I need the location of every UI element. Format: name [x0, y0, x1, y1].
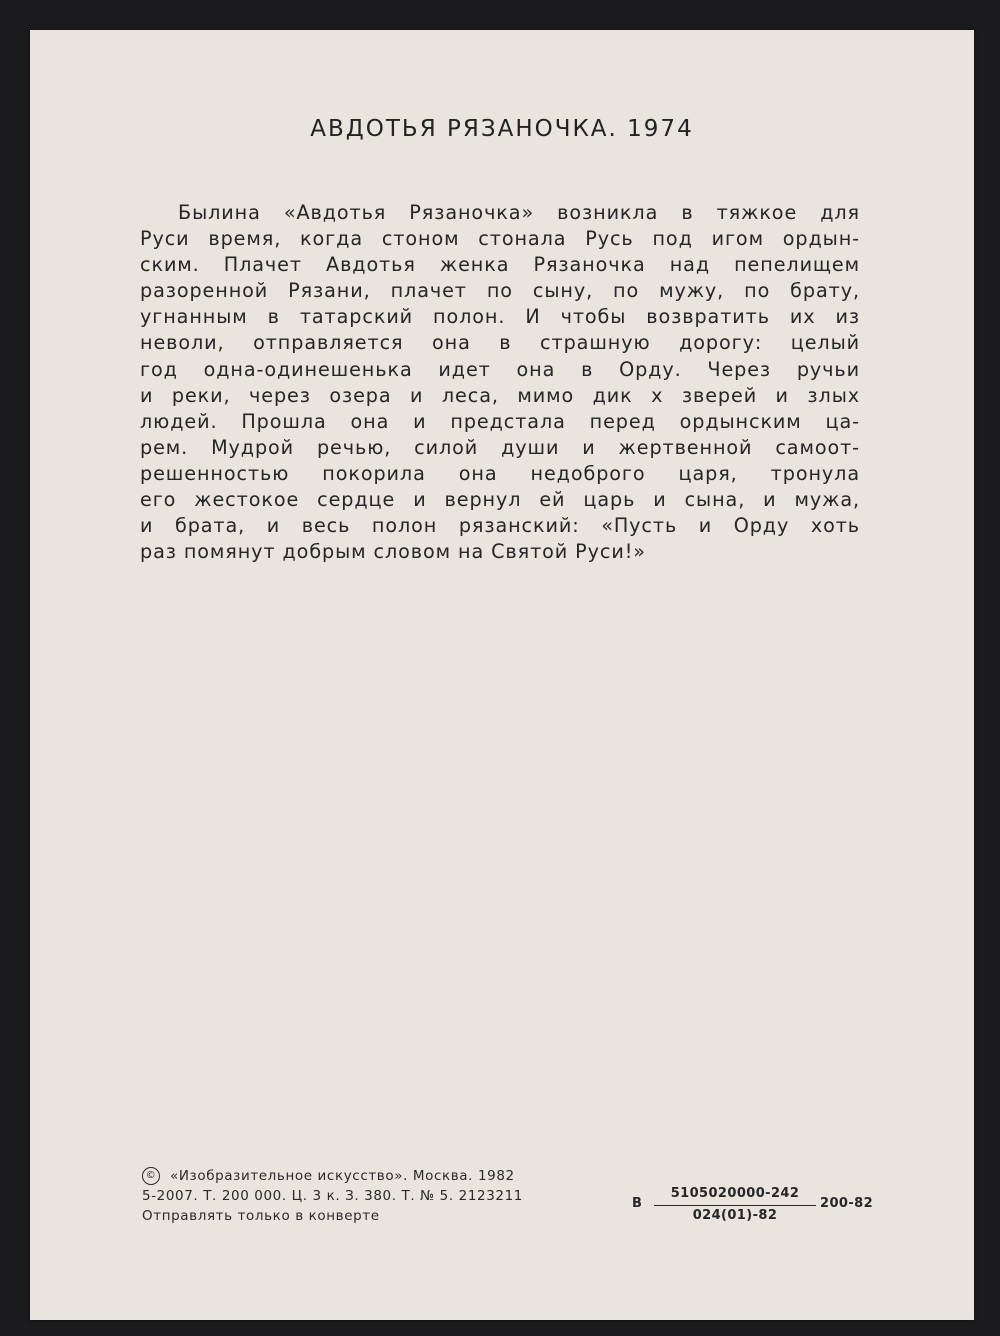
- text-line: раз помянут добрым словом на Святой Руси!»: [140, 540, 646, 564]
- text-line: Былина «Авдотья Рязаночка» возникла в тяжкое для: [178, 201, 860, 224]
- postcard-back: [30, 30, 974, 1320]
- text-line: неволи, отправляется она в страшную дорогу: целый: [140, 331, 860, 355]
- price-code-letter: В: [632, 1196, 643, 1211]
- text-line: год одна-одинешенька идет она в Орду. Через ручьи: [140, 357, 860, 381]
- publisher-text: «Изобразительное искусство». Москва. 1982: [170, 1168, 515, 1184]
- text-line: Руси время, когда стоном стонала Русь под игом ордын-: [140, 227, 860, 251]
- imprint-line-publisher: [142, 1166, 523, 1186]
- fraction-bar: [654, 1205, 816, 1206]
- publisher-imprint: [142, 1166, 523, 1226]
- description-text: [140, 200, 860, 565]
- text-line: и брата, и весь полон рязанский: «Пусть и Орду хоть: [140, 514, 860, 538]
- text-line: разоренной Рязани, плачет по сыну, по мужу, по брату,: [140, 279, 860, 303]
- text-line: людей. Прошла она и предстала перед ордынским ца-: [140, 409, 860, 433]
- text-line: ским. Плачет Авдотья женка Рязаночка над пепелищем: [140, 253, 860, 277]
- price-code-suffix: 200-82: [820, 1196, 874, 1211]
- price-code-fraction: [654, 1186, 816, 1223]
- imprint-line-mailing-note: Отправлять только в конверте: [142, 1208, 380, 1224]
- text-line: его жестокое сердце и вернул ей царь и сына, и мужа,: [140, 488, 860, 512]
- copyright-icon: ©: [142, 1167, 160, 1185]
- imprint-line-print-data: 5-2007. Т. 200 000. Ц. 3 к. З. 380. Т. № 5. 2123211: [142, 1188, 523, 1204]
- price-code-denominator: 024(01)-82: [692, 1208, 778, 1223]
- text-line: и реки, через озера и леса, мимо дик х зверей и злых: [140, 383, 860, 407]
- text-line: рем. Мудрой речью, силой души и жертвенной самоот-: [140, 435, 860, 459]
- text-line: угнанным в татарский полон. И чтобы возвратить их из: [140, 305, 860, 329]
- price-code-numerator: 5105020000-242: [670, 1186, 800, 1201]
- text-line: решенностью покорила она недоброго царя, тронула: [140, 461, 860, 485]
- card-title: АВДОТЬЯ РЯЗАНОЧКА. 1974: [310, 116, 694, 142]
